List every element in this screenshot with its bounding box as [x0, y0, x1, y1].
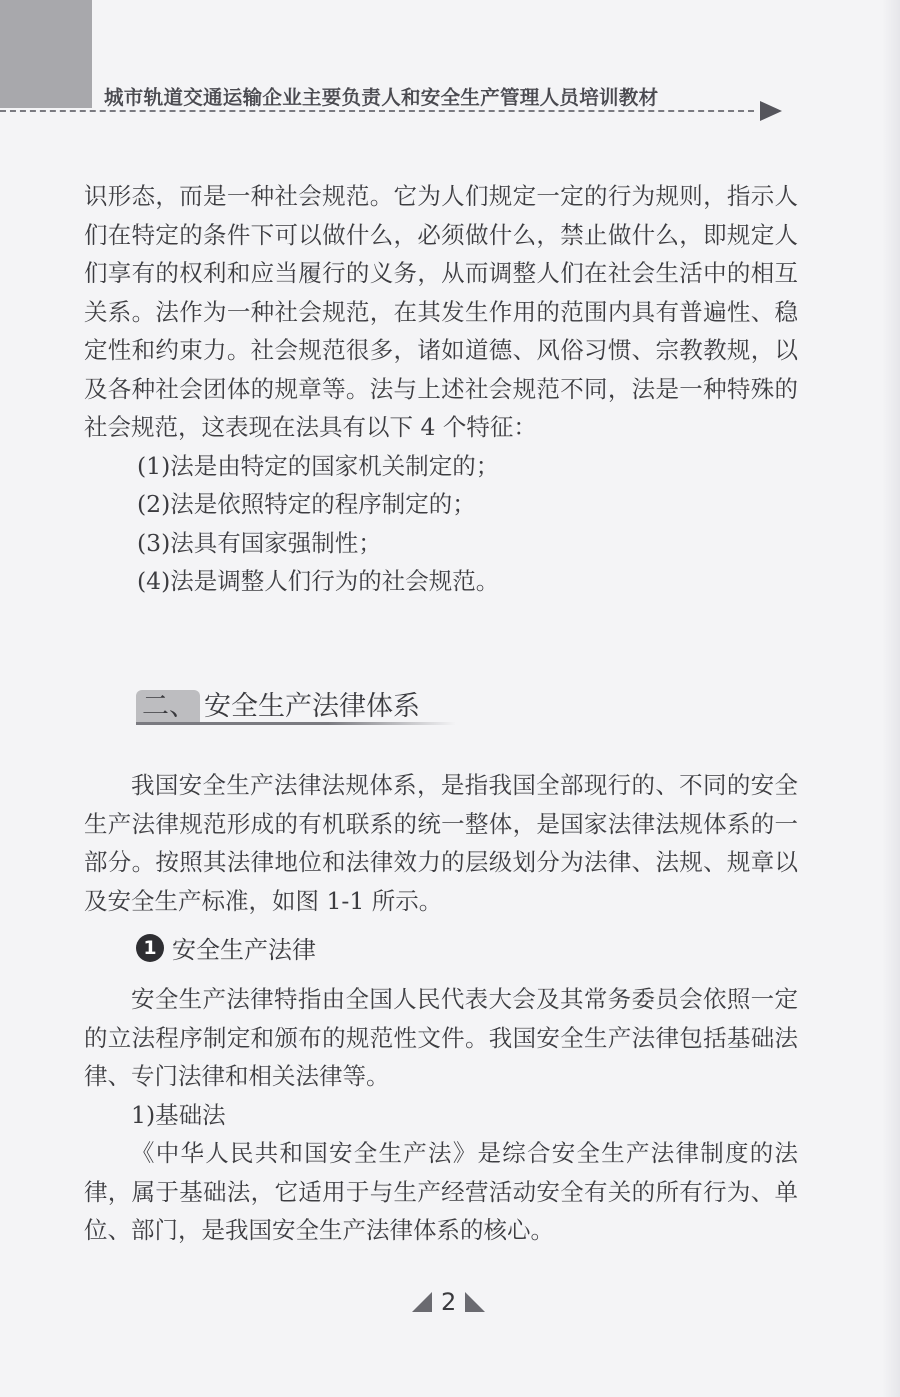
- subsection-paragraph: 安全生产法律特指由全国人民代表大会及其常务委员会依照一定的立法程序制定和颁布的规范性文件。我国安全生产法律包括基础法律、专门法律和相关法律等。: [84, 985, 798, 1090]
- arrow-right-icon: [760, 101, 782, 121]
- page-folio: [412, 1290, 485, 1314]
- subsection-heading: [136, 930, 316, 965]
- corner-tab: [0, 0, 92, 108]
- running-head: 城市轨道交通运输企业主要负责人和安全生产管理人员培训教材: [104, 86, 659, 109]
- triangle-right-icon: [465, 1292, 485, 1312]
- triangle-left-icon: [412, 1292, 432, 1312]
- item-paragraph: 《中华人民共和国安全生产法》是综合安全生产法律制度的法律，属于基础法，它适用于与生产经营活动安全有关的所有行为、单位、部门，是我国安全生产法律体系的核心。: [84, 1139, 798, 1244]
- subsection-body: [84, 980, 798, 1250]
- section-underline: [136, 722, 456, 725]
- page-edge-shadow: [882, 0, 900, 1397]
- subsection-title: 安全生产法律: [172, 936, 316, 964]
- running-head-dashed-rule: [0, 110, 754, 112]
- feature-item-4: (4)法是调整人们行为的社会规范。: [137, 567, 500, 595]
- section-body: [84, 766, 798, 920]
- intro-block: [84, 177, 798, 601]
- feature-item-1: (1)法是由特定的国家机关制定的；: [137, 451, 500, 480]
- section-paragraph: 我国安全生产法律法规体系，是指我国全部现行的、不同的安全生产法律规范形成的有机联系的统一整体，是国家法律法规体系的一部分。按照其法律地位和法律效力的层级划分为法律、法规、规章以及安全生产标准，如图 1-1 所示。: [84, 771, 798, 915]
- item-heading: 1)基础法: [131, 1100, 226, 1129]
- section-title: 安全生产法律体系: [204, 691, 420, 722]
- feature-item-3: (3)法具有国家强制性；: [137, 528, 382, 557]
- section-number: 二、: [136, 690, 200, 724]
- feature-item-2: (2)法是依照特定的程序制定的；: [137, 490, 476, 518]
- number-badge-icon: 1: [136, 934, 164, 962]
- section-heading: [136, 686, 420, 724]
- page-number: 2: [441, 1288, 457, 1316]
- intro-paragraph: 识形态，而是一种社会规范。它为人们规定一定的行为规则，指示人们在特定的条件下可以做什么，必须做什么，禁止做什么，即规定人们享有的权利和应当履行的义务，从而调整人们在社会生活中的相互关系。法作为一种社会规范，在其发生作用的范围内具有普遍性、稳定性和约束力。社会规范很多，诸如道德、风俗习惯、宗教教规，以及各种社会团体的规章等。法与上述社会规范不同，法是一种特殊的社会规范，这表现在法具有以下 4 个特征：: [84, 182, 798, 441]
